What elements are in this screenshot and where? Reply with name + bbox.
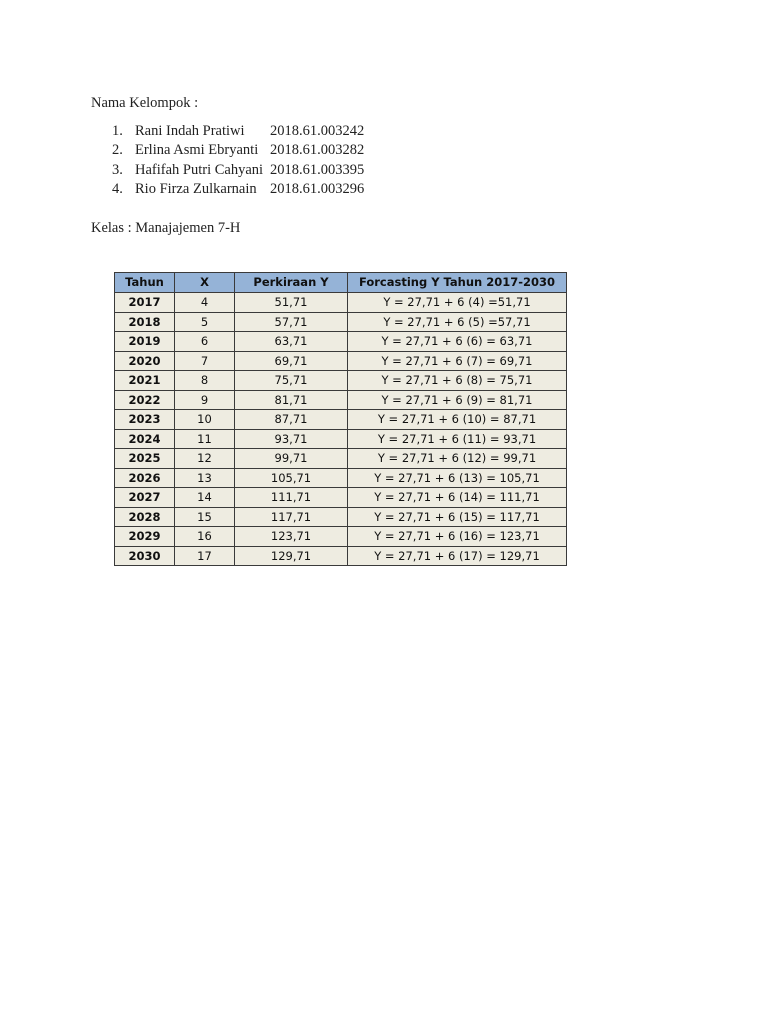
table-row	[115, 507, 567, 527]
cell-year: 2023	[115, 410, 175, 430]
header-x: X	[175, 273, 235, 293]
cell-perkiraan-y: 123,71	[235, 527, 348, 547]
cell-x: 10	[175, 410, 235, 430]
cell-x: 8	[175, 371, 235, 391]
table-row	[115, 332, 567, 352]
member-name: Erlina Asmi Ebryanti	[135, 142, 259, 159]
cell-forecast-formula: Y = 27,71 + 6 (5) =57,71	[348, 312, 567, 332]
member-name: Hafifah Putri Cahyani	[135, 161, 264, 178]
table-row	[115, 429, 567, 449]
cell-x: 5	[175, 312, 235, 332]
cell-year: 2028	[115, 507, 175, 527]
cell-forecast-formula: Y = 27,71 + 6 (16) = 123,71	[348, 527, 567, 547]
cell-year: 2021	[115, 371, 175, 391]
cell-year: 2030	[115, 546, 175, 566]
forecast-table	[114, 272, 567, 566]
class-info: Kelas : Manajajemen 7-H	[91, 220, 241, 236]
cell-year: 2025	[115, 449, 175, 469]
cell-forecast-formula: Y = 27,71 + 6 (9) = 81,71	[348, 390, 567, 410]
cell-forecast-formula: Y = 27,71 + 6 (13) = 105,71	[348, 468, 567, 488]
cell-year: 2029	[115, 527, 175, 547]
cell-x: 14	[175, 488, 235, 508]
cell-perkiraan-y: 57,71	[235, 312, 348, 332]
cell-x: 7	[175, 351, 235, 371]
cell-perkiraan-y: 63,71	[235, 332, 348, 352]
cell-perkiraan-y: 69,71	[235, 351, 348, 371]
group-heading: Nama Kelompok :	[91, 95, 199, 111]
cell-forecast-formula: Y = 27,71 + 6 (10) = 87,71	[348, 410, 567, 430]
member-number: 4.	[112, 180, 123, 197]
member-student-id: 2018.61.003242	[270, 123, 365, 139]
member-number: 3.	[112, 161, 123, 178]
table-row	[115, 351, 567, 371]
cell-perkiraan-y: 99,71	[235, 449, 348, 469]
cell-perkiraan-y: 75,71	[235, 371, 348, 391]
cell-x: 11	[175, 429, 235, 449]
cell-x: 6	[175, 332, 235, 352]
cell-perkiraan-y: 51,71	[235, 293, 348, 313]
cell-perkiraan-y: 105,71	[235, 468, 348, 488]
header-perkiraan-y: Perkiraan Y	[235, 273, 348, 293]
member-name: Rio Firza Zulkarnain	[135, 180, 257, 197]
member-number: 2.	[112, 142, 123, 159]
table-body	[115, 293, 567, 566]
member-student-id: 2018.61.003395	[270, 161, 365, 178]
member-student-id: 2018.61.003282	[270, 142, 365, 159]
table-row	[115, 293, 567, 313]
cell-forecast-formula: Y = 27,71 + 6 (12) = 99,71	[348, 449, 567, 469]
table-row	[115, 488, 567, 508]
cell-perkiraan-y: 111,71	[235, 488, 348, 508]
table-row	[115, 390, 567, 410]
cell-forecast-formula: Y = 27,71 + 6 (6) = 63,71	[348, 332, 567, 352]
cell-year: 2022	[115, 390, 175, 410]
cell-perkiraan-y: 129,71	[235, 546, 348, 566]
cell-year: 2019	[115, 332, 175, 352]
table-row	[115, 410, 567, 430]
cell-x: 16	[175, 527, 235, 547]
member-number: 1.	[112, 123, 123, 139]
cell-forecast-formula: Y = 27,71 + 6 (7) = 69,71	[348, 351, 567, 371]
cell-year: 2026	[115, 468, 175, 488]
cell-x: 4	[175, 293, 235, 313]
cell-year: 2027	[115, 488, 175, 508]
table-row	[115, 449, 567, 469]
member-student-id: 2018.61.003296	[270, 180, 365, 197]
cell-year: 2018	[115, 312, 175, 332]
member-name: Rani Indah Pratiwi	[135, 123, 245, 139]
cell-forecast-formula: Y = 27,71 + 6 (4) =51,71	[348, 293, 567, 313]
table-row	[115, 468, 567, 488]
cell-forecast-formula: Y = 27,71 + 6 (14) = 111,71	[348, 488, 567, 508]
table-header-row	[115, 273, 567, 293]
table-row	[115, 546, 567, 566]
cell-x: 13	[175, 468, 235, 488]
cell-perkiraan-y: 87,71	[235, 410, 348, 430]
table-row	[115, 371, 567, 391]
cell-forecast-formula: Y = 27,71 + 6 (17) = 129,71	[348, 546, 567, 566]
cell-x: 15	[175, 507, 235, 527]
table-row	[115, 312, 567, 332]
cell-forecast-formula: Y = 27,71 + 6 (8) = 75,71	[348, 371, 567, 391]
cell-perkiraan-y: 93,71	[235, 429, 348, 449]
cell-x: 9	[175, 390, 235, 410]
cell-forecast-formula: Y = 27,71 + 6 (15) = 117,71	[348, 507, 567, 527]
cell-x: 17	[175, 546, 235, 566]
cell-year: 2020	[115, 351, 175, 371]
header-forecasting: Forcasting Y Tahun 2017-2030	[348, 273, 567, 293]
header-tahun: Tahun	[115, 273, 175, 293]
cell-year: 2024	[115, 429, 175, 449]
cell-year: 2017	[115, 293, 175, 313]
cell-x: 12	[175, 449, 235, 469]
cell-perkiraan-y: 81,71	[235, 390, 348, 410]
table-row	[115, 527, 567, 547]
cell-forecast-formula: Y = 27,71 + 6 (11) = 93,71	[348, 429, 567, 449]
cell-perkiraan-y: 117,71	[235, 507, 348, 527]
